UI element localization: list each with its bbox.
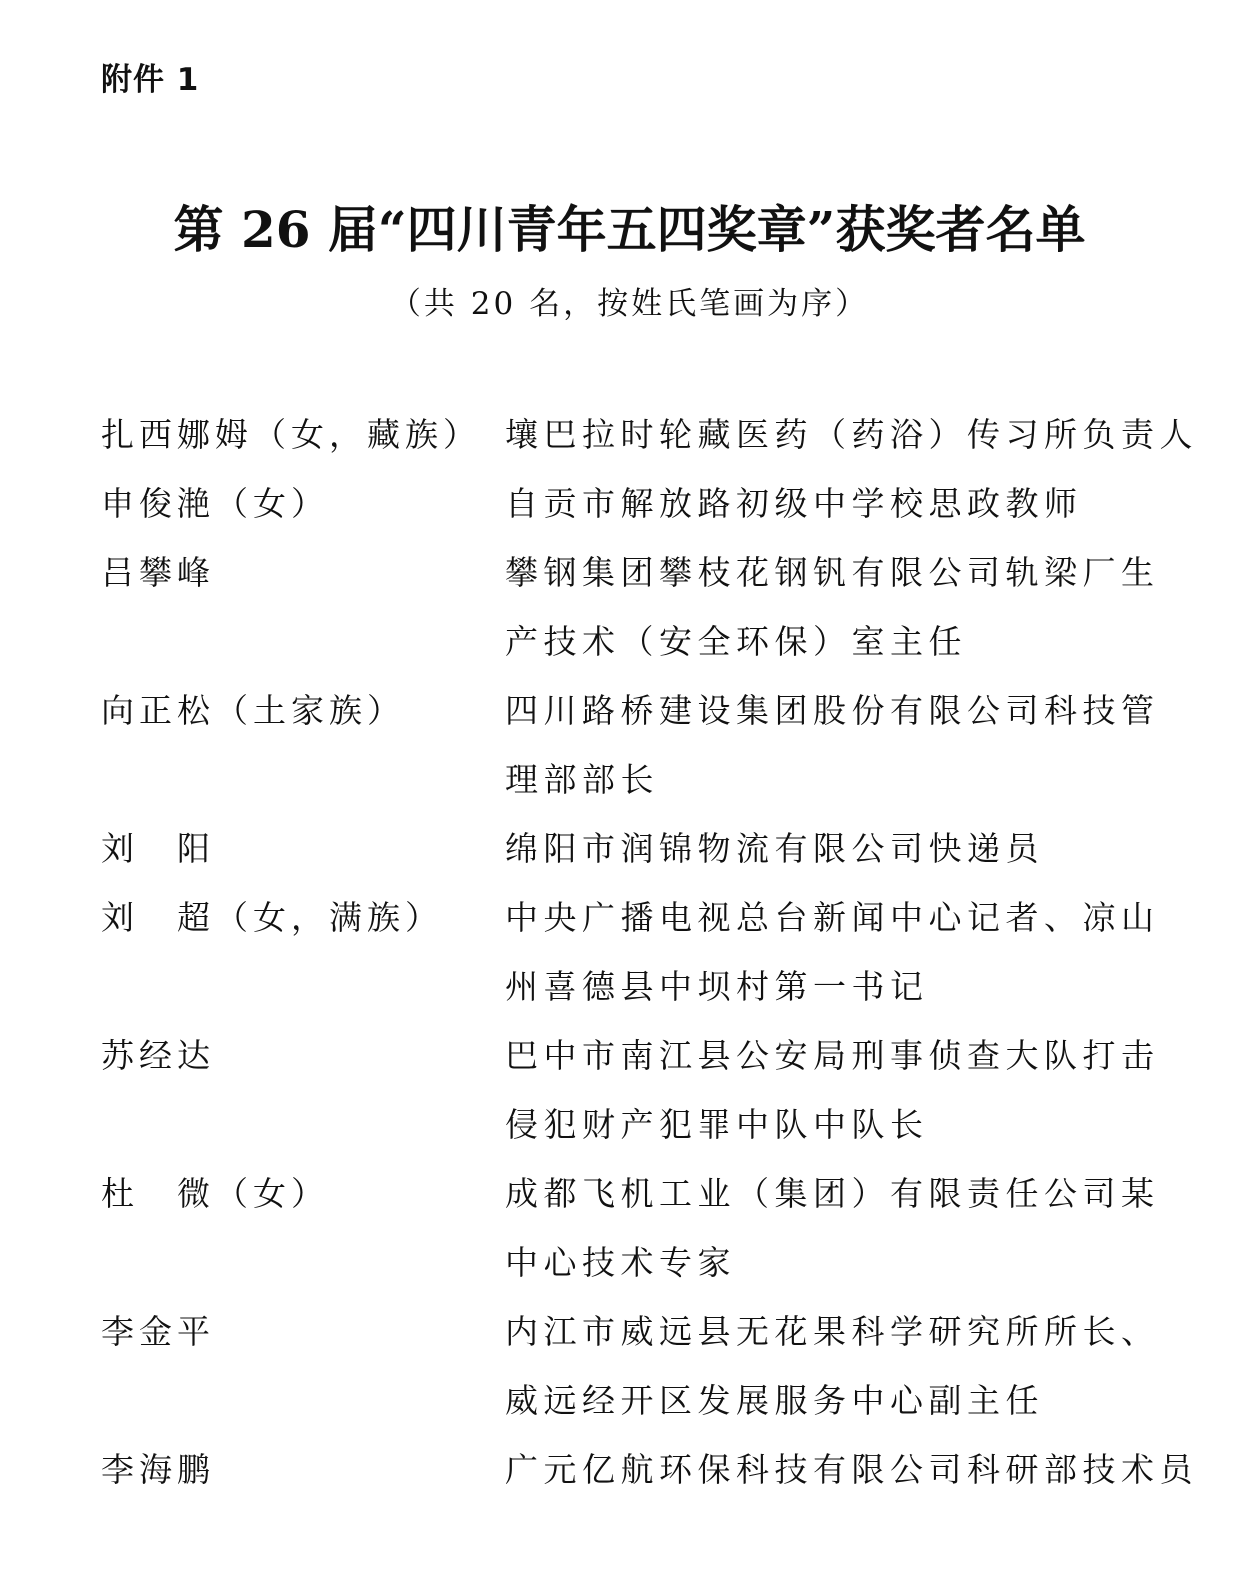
description-line: 内江市威远县无花果科学研究所所长、 (505, 1312, 1160, 1351)
list-item (101, 1021, 1191, 1159)
list-item (101, 1297, 1191, 1435)
awardee-name: 刘 超（女，满族） (101, 898, 443, 937)
description-line: 自贡市解放路初级中学校思政教师 (505, 484, 1083, 523)
description-line: 广元亿航环保科技有限公司科研部技术员 (505, 1450, 1198, 1489)
list-item (101, 883, 1191, 1021)
awardee-description (505, 1159, 1165, 1297)
description-line: 中央广播电视总台新闻中心记者、凉山 (505, 898, 1160, 937)
awardee-description (505, 1435, 1198, 1504)
page-title: 第 26 届“四川青年五四奖章”获奖者名单 (173, 200, 1086, 259)
description-line: 四川路桥建设集团股份有限公司科技管 (505, 691, 1160, 730)
description-line: 威远经开区发展服务中心副主任 (505, 1381, 1044, 1420)
awardee-list (101, 400, 1198, 1504)
awardee-name: 申俊滟（女） (101, 484, 329, 523)
awardee-description (505, 1021, 1165, 1159)
awardee-name: 向正松（土家族） (101, 691, 405, 730)
description-line: 州喜德县中坝村第一书记 (505, 967, 929, 1006)
list-item (101, 1159, 1191, 1297)
list-item (101, 538, 1191, 676)
page-subtitle: （共 20 名，按姓氏笔画为序） (389, 286, 870, 322)
description-line: 侵犯财产犯罪中队中队长 (505, 1105, 929, 1144)
description-line: 绵阳市润锦物流有限公司快递员 (505, 829, 1044, 868)
awardee-name: 李金平 (101, 1312, 215, 1351)
awardee-description (505, 400, 1198, 469)
awardee-description (505, 883, 1165, 1021)
attachment-label: 附件 1 (101, 62, 200, 98)
description-line: 中心技术专家 (505, 1243, 736, 1282)
description-line: 理部部长 (505, 760, 659, 799)
list-item (101, 814, 1191, 883)
awardee-name: 扎西娜姆（女，藏族） (101, 415, 481, 454)
awardee-name: 李海鹏 (101, 1450, 215, 1489)
awardee-description (505, 1297, 1165, 1435)
description-line: 成都飞机工业（集团）有限责任公司某 (505, 1174, 1160, 1213)
awardee-name: 苏经达 (101, 1036, 215, 1075)
awardee-description (505, 469, 1165, 538)
description-line: 攀钢集团攀枝花钢钒有限公司轨梁厂生 (505, 553, 1160, 592)
awardee-description (505, 538, 1165, 676)
list-item (101, 676, 1191, 814)
list-item (101, 400, 1198, 469)
awardee-name: 刘 阳 (101, 829, 215, 868)
awardee-description (505, 814, 1165, 883)
awardee-name: 杜 微（女） (101, 1174, 329, 1213)
description-line: 壤巴拉时轮藏医药（药浴）传习所负责人 (505, 415, 1198, 454)
awardee-name: 吕攀峰 (101, 553, 215, 592)
list-item (101, 1435, 1198, 1504)
awardee-description (505, 676, 1165, 814)
list-item (101, 469, 1191, 538)
description-line: 产技术（安全环保）室主任 (505, 622, 967, 661)
description-line: 巴中市南江县公安局刑事侦查大队打击 (505, 1036, 1160, 1075)
